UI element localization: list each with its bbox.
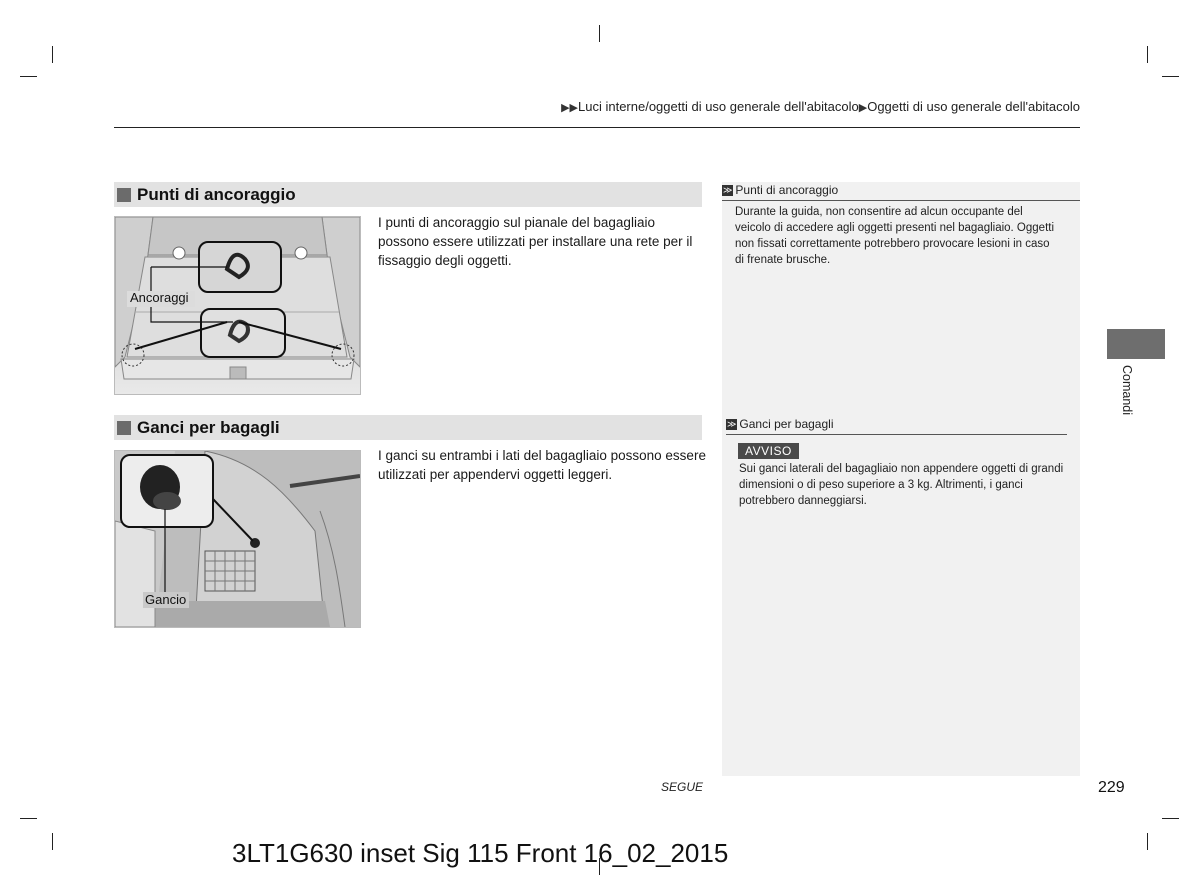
section-title: Punti di ancoraggio bbox=[137, 184, 296, 204]
note-rule bbox=[726, 434, 1067, 435]
crop-mark bbox=[1162, 818, 1179, 819]
crop-mark bbox=[52, 46, 53, 63]
crop-mark bbox=[52, 833, 53, 850]
warning-badge: AVVISO bbox=[738, 443, 799, 459]
header-rule bbox=[114, 127, 1080, 128]
section-header-luggage-hooks bbox=[114, 415, 702, 440]
luggage-hook-illustration bbox=[114, 450, 361, 628]
print-code: 3LT1G630 inset Sig 115 Front 16_02_2015 bbox=[232, 838, 729, 868]
section-body: I punti di ancoraggio sul pianale del bagagliaio possono essere utilizzati per installare una rete per il fissaggio degli oggetti. bbox=[378, 215, 693, 268]
double-chevron-icon: ≫ bbox=[723, 184, 733, 195]
section-header-anchor-points bbox=[114, 182, 702, 207]
breadcrumb-parent: Luci interne/oggetti di uso generale dell'abitacolo bbox=[578, 99, 859, 114]
note-heading-anchor-points bbox=[722, 183, 838, 197]
breadcrumb bbox=[561, 99, 1080, 114]
square-bullet-icon bbox=[117, 188, 131, 202]
anchor-points-illustration bbox=[114, 216, 361, 395]
figure-label-anchors: Ancoraggi bbox=[130, 290, 189, 305]
crop-mark bbox=[1162, 76, 1179, 77]
square-bullet-icon bbox=[117, 421, 131, 435]
note-text: Durante la guida, non consentire ad alcun occupante del veicolo di accedere agli oggetti presenti nel bagagliaio. Oggetti non fissati correttamente potrebbero provocare lesioni in caso di frenate brusche. bbox=[735, 206, 1055, 266]
crop-mark bbox=[20, 76, 37, 77]
note-heading-luggage-hooks bbox=[726, 417, 833, 431]
note-heading: Ganci per bagagli bbox=[739, 417, 834, 431]
note-heading: Punti di ancoraggio bbox=[735, 183, 839, 197]
continue-label: SEGUE bbox=[661, 780, 704, 794]
crop-mark bbox=[20, 818, 37, 819]
crop-mark bbox=[599, 25, 600, 42]
figure-label-hook: Gancio bbox=[145, 592, 187, 607]
page-number: 229 bbox=[1098, 779, 1125, 796]
chapter-tab-label: Comandi bbox=[1120, 365, 1134, 416]
warning-text: Sui ganci laterali del bagagliaio non appendere oggetti di grandi dimensioni o di peso superiore a 3 kg. Altrimenti, i ganci potrebbero danneggiarsi. bbox=[739, 463, 1064, 507]
section-title: Ganci per bagagli bbox=[137, 417, 280, 437]
double-chevron-icon: ≫ bbox=[727, 418, 737, 429]
crop-mark bbox=[1147, 46, 1148, 63]
section-body: I ganci su entrambi i lati del bagagliaio possono essere utilizzati per appendervi oggetti leggeri. bbox=[378, 448, 706, 482]
crop-mark bbox=[1147, 833, 1148, 850]
breadcrumb-current: Oggetti di uso generale dell'abitacolo bbox=[867, 99, 1080, 114]
note-rule bbox=[722, 200, 1080, 201]
triangle-icon: ▶ bbox=[858, 102, 868, 114]
double-triangle-icon: ▶▶ bbox=[561, 102, 578, 114]
chapter-tab bbox=[1107, 329, 1165, 359]
